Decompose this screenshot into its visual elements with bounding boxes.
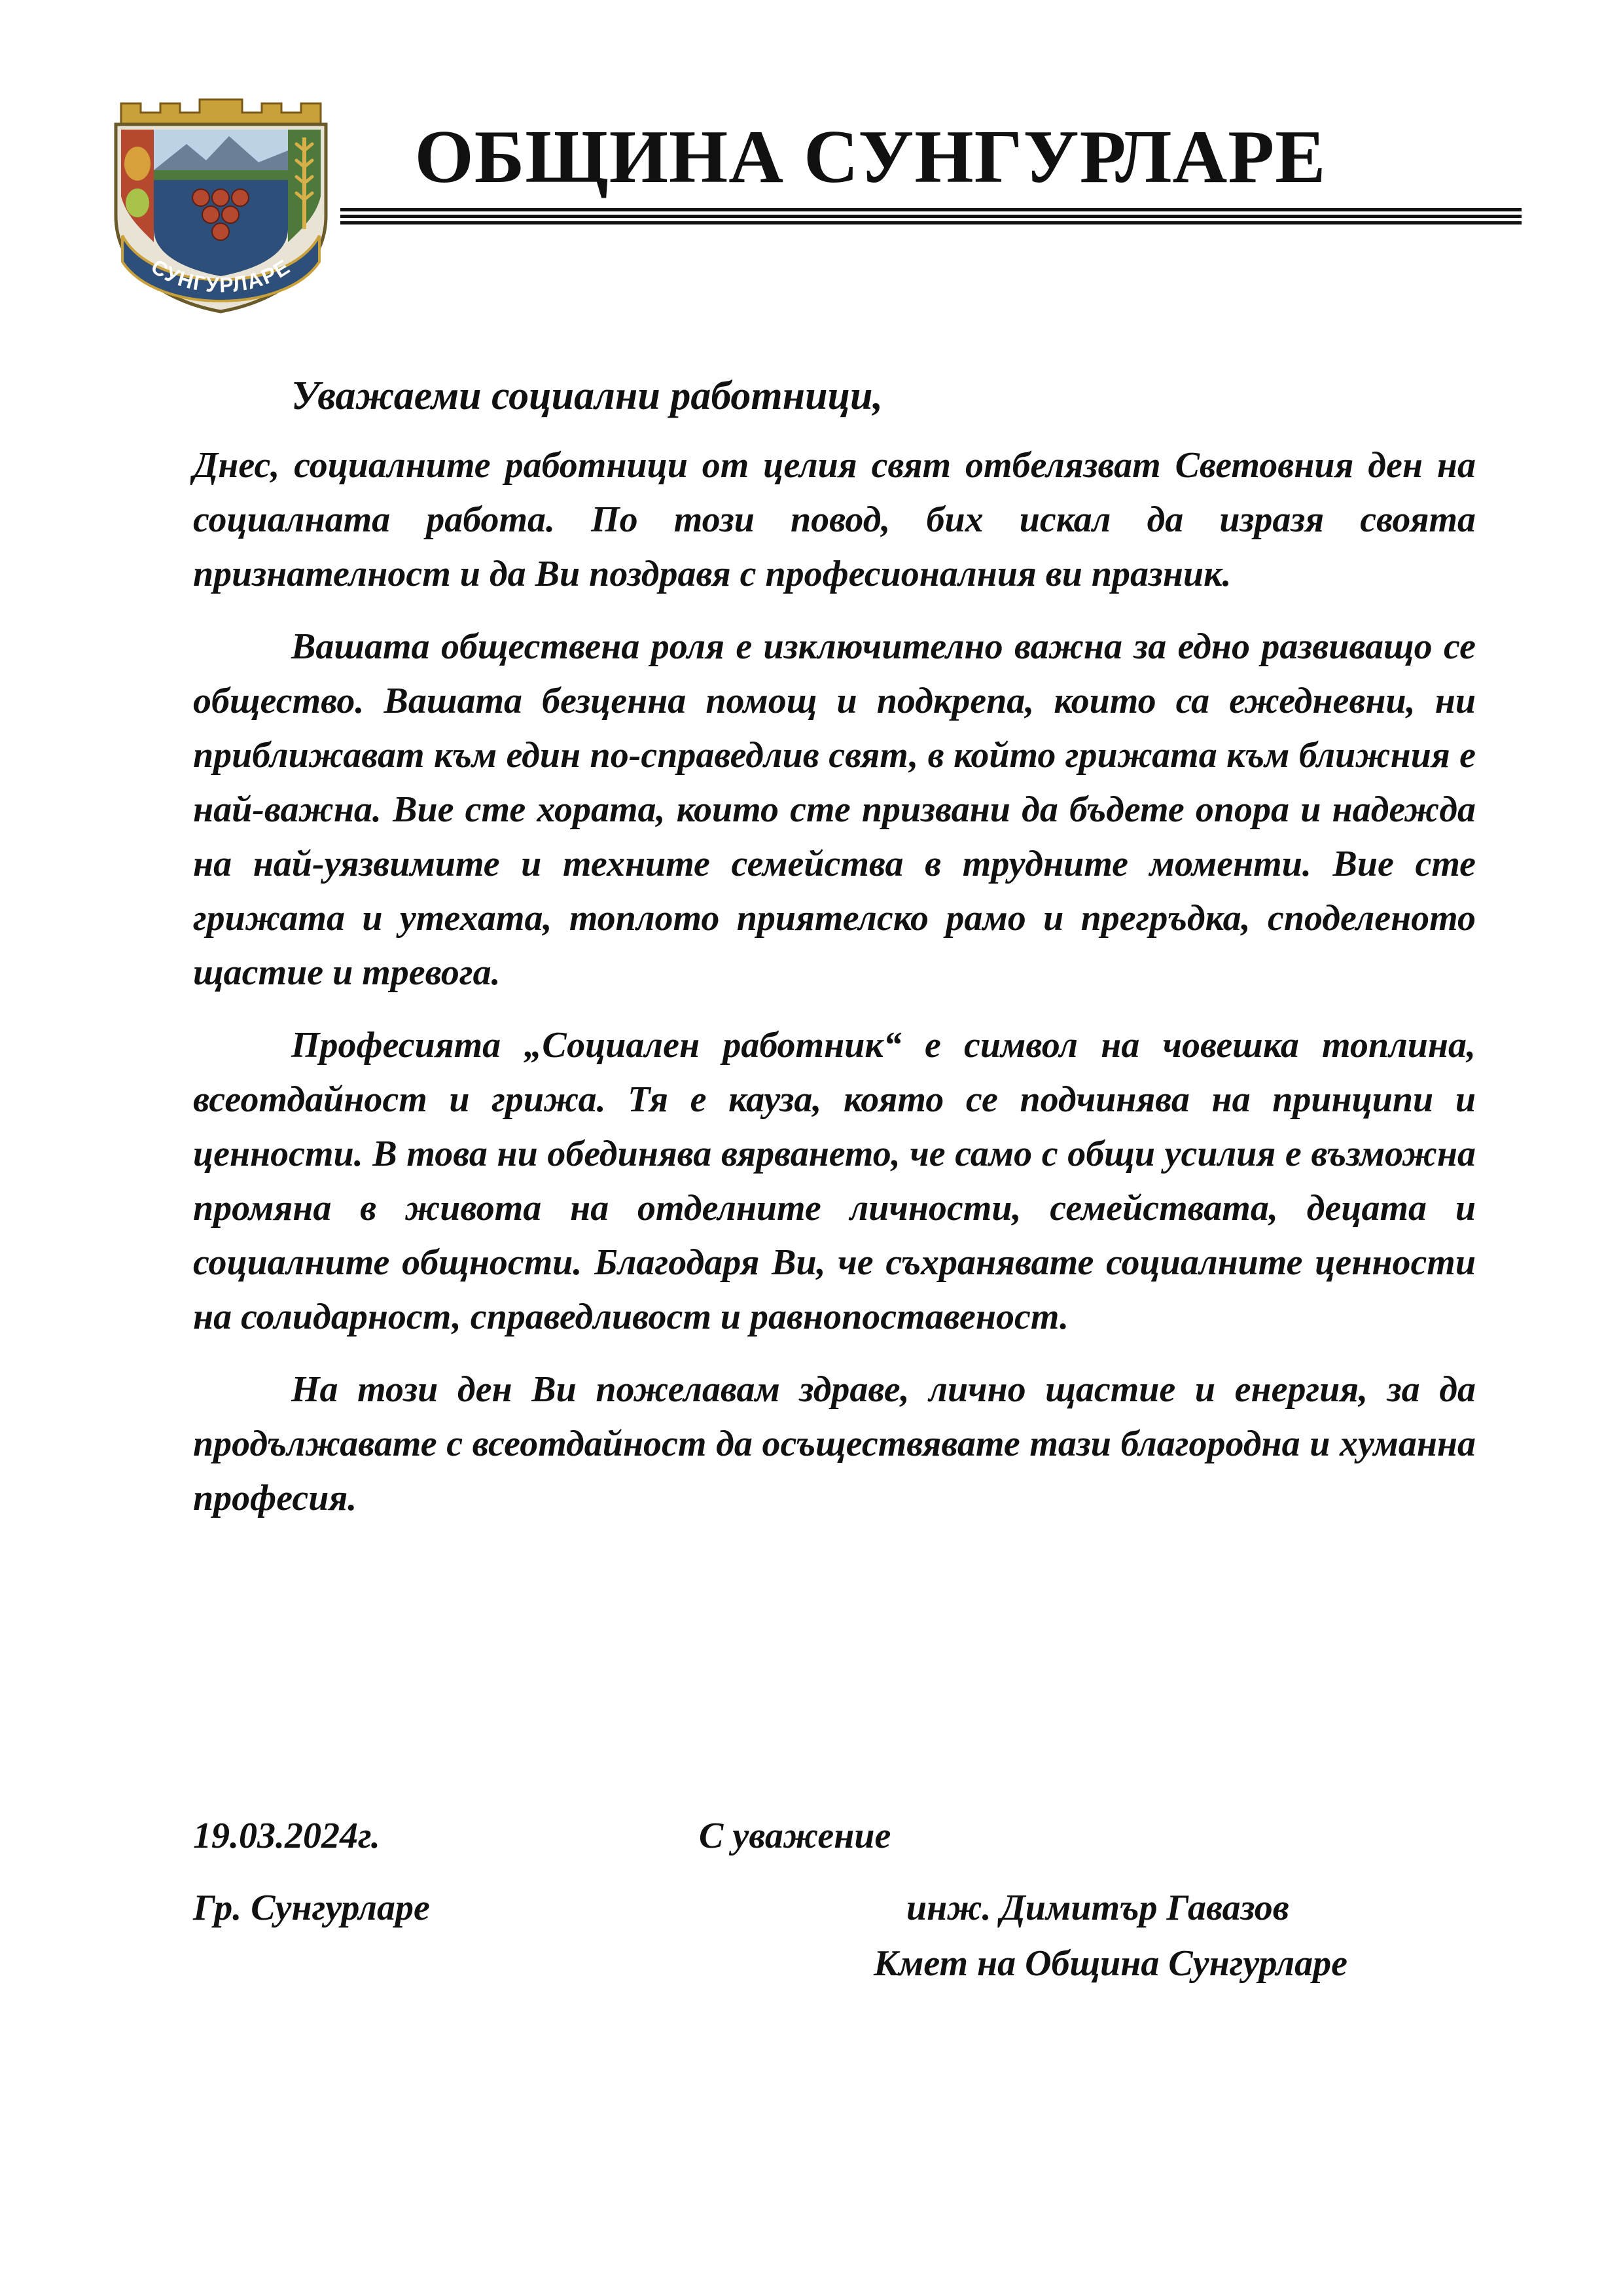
signer-title: Кмет на Община Сунгурларе <box>874 1943 1347 1984</box>
municipal-coat-of-arms-icon <box>108 98 334 314</box>
letter-body <box>193 367 1476 1544</box>
closing: С уважение <box>699 1816 891 1856</box>
svg-text:СУНГУРЛАРЕ: СУНГУРЛАРЕ <box>147 254 295 297</box>
header-rule <box>340 208 1522 211</box>
letter-date: 19.03.2024г. <box>193 1816 380 1856</box>
organization-title: ОБЩИНА СУНГУРЛАРЕ <box>414 115 1327 199</box>
paragraph: Професията „Социален работник“ е символ на човешка топлина, всеотдайност и грижа. Тя е кауза, която се подчинява на принципи и ценности. В това ни обединява вярването, че само с общи усилия е възможна промяна в живота на отделните личности, семействата, децата и социалните общности. Благодаря Ви, че съхранявате социалните ценности на солидарност, справедливост и равнопоставеност. <box>193 1025 1476 1337</box>
salutation: Уважаеми социални работници, <box>291 374 883 418</box>
signer-name: инж. Димитър Гавазов <box>906 1888 1289 1928</box>
header-rule <box>340 215 1522 218</box>
paragraph: Днес, социалните работници от целия свят отбелязват Световния ден на социалната работа. По този повод, бих искал да изразя своята признателност и да Ви поздравя с професионалния ви празник. <box>193 445 1476 594</box>
paragraph: На този ден Ви пожелавам здраве, лично щастие и енергия, за да продължавате с всеотдайност да осъществявате тази благородна и хуманна професия. <box>193 1369 1476 1518</box>
paragraph: Вашата обществена роля е изключително важна за едно развиващо се общество. Вашата безценна помощ и подкрепа, които са ежедневни, ни приближават към един по-справедлив свят, в който грижата към ближния е най-важна. Вие сте хората, които сте призвани да бъдете опора и надежда на най-уязвимите и техните семейства в трудните моменти. Вие сте грижата и утехата, топлото приятелско рамо и прегръдка, споделеното щастие и тревога. <box>193 626 1476 993</box>
header-rule <box>340 221 1522 224</box>
letter-place: Гр. Сунгурларе <box>193 1888 430 1928</box>
